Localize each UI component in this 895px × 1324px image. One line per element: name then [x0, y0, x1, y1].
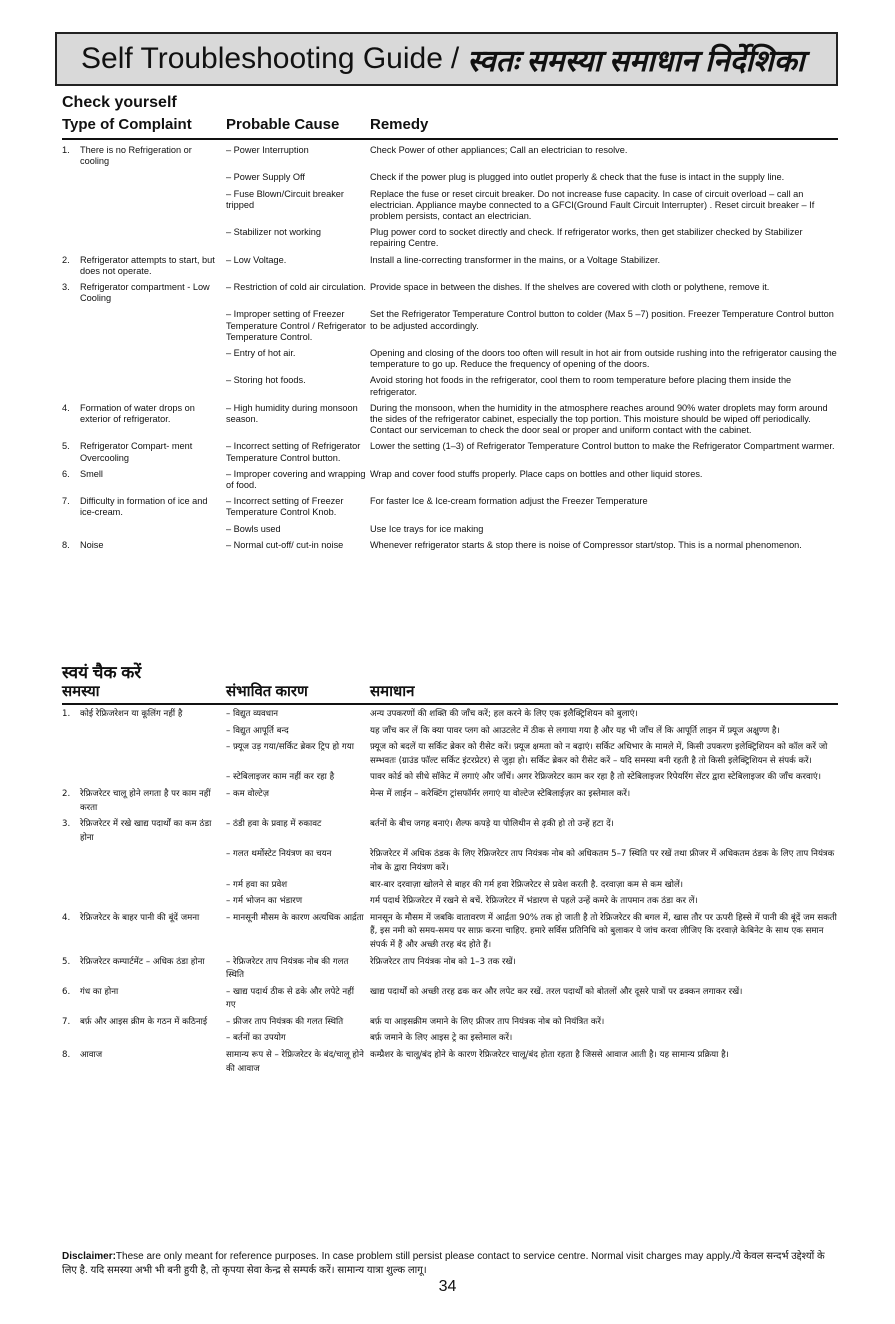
complaint-cell [80, 848, 226, 875]
remedy-cell: बर्तनों के बीच जगह बनाएं। शैल्फ कपड़े या पोलिथीन से ढ़की हो तो उन्हें हटा दें। [370, 819, 614, 830]
complaint-cell: बर्फ़ और आइस क्रीम के गठन में कठिनाई [80, 1016, 208, 1027]
table-row [62, 496, 838, 518]
disclaimer [62, 1250, 840, 1278]
remedy-cell: Check Power of other appliances; Call an electrician to resolve. [370, 145, 628, 155]
cause-cell: – Storing hot foods. [226, 375, 306, 386]
complaint-cell [80, 741, 226, 768]
complaint-cell [80, 309, 226, 343]
table-row [62, 348, 838, 370]
cause-cell: – Restriction of cold air circulation. [226, 282, 366, 293]
complaint-cell: आवाज [80, 1050, 103, 1061]
complaint-cell [80, 879, 226, 893]
row-number: 4. [62, 912, 71, 923]
page-number: 34 [438, 1278, 457, 1295]
cause-cell: – Improper covering and wrapping of food. [226, 468, 366, 491]
row-number: 2. [62, 788, 71, 799]
cause-cell: – गर्म हवा का प्रवेश [226, 879, 288, 890]
complaint-cell: रेफ्रिजरेटर चालू होने लगता है पर काम नहीं करता [80, 788, 211, 813]
remedy-cell: Use Ice trays for ice making [370, 523, 484, 534]
hindi-check-heading: स्वयं चैक करें [62, 663, 142, 682]
table-row [62, 469, 838, 491]
row-number: 7. [62, 496, 70, 507]
row-number [62, 524, 80, 535]
row-number [62, 771, 80, 785]
complaint-cell: रेफ्रिजरेटर कम्पार्टमेंट – अधिक ठंडा होना [80, 956, 205, 967]
cause-cell: – Entry of hot air. [226, 348, 296, 359]
complaint-cell: Formation of water drops on exterior of refrigerator. [80, 402, 195, 425]
remedy-cell: मेन्स में लाईन – करेक्टिंग ट्रांसफॉर्मर लगाएं या वोल्टेज स्टेबिलाईज़र का इस्तेमाल करें। [370, 788, 631, 799]
cause-cell: – रेफ्रिजरेटर ताप नियंत्रक नोब की गलत स्थिति [226, 956, 349, 981]
header-hi-remedy: समाधान [370, 683, 415, 700]
complaint-cell [80, 375, 226, 397]
cause-cell: – High humidity during monsoon season. [226, 402, 358, 425]
cause-cell: – फ्रीजर ताप नियंत्रक की गलत स्थिति [226, 1016, 344, 1027]
complaint-cell: There is no Refrigeration or cooling [80, 145, 192, 167]
cause-cell: – Improper setting of Freezer Temperature Control / Refrigerator Temperature Control. [226, 309, 366, 342]
complaint-cell: Difficulty in formation of ice and ice-cream. [80, 496, 208, 518]
row-number: 8. [62, 539, 70, 550]
remedy-cell: फ़्यूज को बदलें या सर्किट ब्रेकर को रीसेट करें। फ़्यूज क्षमता को न बढ़ाएं। सर्किट अधिभार के मामले में, किसी उपकरण इलेक्ट्रिशियन को कॉल करें जो सम्भवतः (ग्राउंड फॉल्ट सर्किट इंटरप्रेटर) से जुड़ा हो। सर्किट ब्रेकर को रीसेट करें – यदि समस्या बनी रहती है तो किसी इलेक्ट्रिशियन से संपर्क करें। [370, 742, 828, 766]
remedy-cell: बर्फ़ या आइसक्रीम जमाने के लिए फ्रीजर ताप नियंत्रक नोब को नियंत्रित करें। [370, 1016, 605, 1027]
table-row [62, 895, 838, 909]
remedy-cell: Provide space in between the dishes. If the shelves are covered with cloth or polythene, remove it. [370, 282, 770, 293]
row-number [62, 375, 80, 397]
table-row [62, 441, 838, 463]
table-row [62, 771, 838, 785]
complaint-cell: रेफ्रिजरेटर के बाहर पानी की बूंदें जमना [80, 912, 200, 923]
table-row [62, 524, 838, 535]
cause-cell: – Low Voltage. [226, 254, 287, 265]
cause-cell: – गर्म भोजन का भंडारण [226, 896, 303, 907]
row-number [62, 725, 80, 739]
complaint-cell: Noise [80, 539, 104, 550]
row-number: 1. [62, 145, 70, 155]
table-row [62, 145, 838, 167]
remedy-cell: रेफ्रिजरेटर ताप नियंत्रक नोब को 1–3 तक रखें। [370, 956, 516, 967]
remedy-cell: For faster Ice & Ice-cream formation adjust the Freezer Temperature [370, 496, 648, 507]
title-hindi: स्वतः समस्या समाधान निर्देशिका [467, 44, 805, 78]
row-number [62, 879, 80, 893]
remedy-cell: खाद्य पदार्थों को अच्छी तरह ढक कर और लपेट कर रखें. तरल पदार्थों को बोतलों और दूसरे पात्रों पर ढक्कन लगाकर रखें। [370, 986, 743, 997]
row-number: 3. [62, 819, 71, 830]
cause-cell: – खाद्य पदार्थ ठीक से ढके और लपेटे नहीं गए [226, 986, 354, 1011]
row-number: 8. [62, 1050, 71, 1061]
table-row [62, 879, 838, 893]
row-number: 2. [62, 254, 70, 265]
complaint-cell [80, 189, 226, 223]
complaint-cell: रेफ्रिजरेटर में रखे खाद्य पदार्थों का कम ठंडा होना [80, 819, 212, 843]
header-complaint: Type of Complaint [62, 116, 192, 133]
complaint-cell: गंध का होना [80, 986, 119, 997]
cause-cell: – विद्युत व्यवधान [226, 709, 279, 719]
row-number [62, 172, 80, 183]
english-table-header [62, 116, 838, 140]
disclaimer-label: Disclaimer: [62, 1251, 116, 1262]
remedy-cell: Check if the power plug is plugged into outlet properly & check that the fuse is intact in the supply line. [370, 172, 785, 183]
cause-cell: – विद्युत आपूर्ति बन्द [226, 725, 289, 736]
english-troubleshoot-table [62, 145, 838, 556]
complaint-cell: Refrigerator attempts to start, but does not operate. [80, 254, 215, 276]
complaint-cell [80, 348, 226, 370]
row-number: 4. [62, 402, 70, 413]
table-row [62, 227, 838, 249]
cause-cell: – मानसूनी मौसम के कारण अत्यधिक आर्द्रता [226, 912, 364, 923]
row-number [62, 741, 80, 768]
remedy-cell: Plug power cord to socket directly and check. If refrigerator works, then get stabilizer checked by Stabilizer repairing Centre. [370, 227, 803, 249]
row-number [62, 348, 80, 370]
remedy-cell: पावर कोर्ड को सीधे सॉकेट में लगाएं और जाँचें। अगर रेफ्रिजरेटर काम कर रहा है तो स्टेबिलाइजर रिपेयरिंग सेंटर द्वारा स्टेबिलाइजर की जाँच करवाएं। [370, 772, 821, 783]
cause-cell: – बर्तनों का उपयोग [226, 1033, 286, 1044]
header-hi-complaint: समस्या [62, 683, 100, 700]
row-number [62, 895, 80, 909]
complaint-cell: Refrigerator compartment - Low Cooling [80, 282, 210, 304]
row-number: 5. [62, 441, 70, 452]
remedy-cell: Whenever refrigerator starts & stop there is noise of Compressor start/stop. This is a normal phenomenon. [370, 539, 802, 550]
complaint-cell [80, 725, 226, 739]
complaint-cell [80, 771, 226, 785]
row-number: 5. [62, 956, 71, 967]
row-number [62, 227, 80, 249]
remedy-cell: यह जाँच कर लें कि क्या पावर प्लग को आउटलेट में ठीक से लगाया गया है और यह भी जाँच लें कि आपूर्ति लाइन में फ़्यूज अक्षुण्ण है। [370, 725, 780, 736]
cause-cell: – ठंडी हवा के प्रवाह में रुकावट [226, 819, 322, 830]
row-number: 6. [62, 986, 71, 997]
hindi-troubleshoot-table [62, 708, 838, 1079]
complaint-cell [80, 524, 226, 535]
row-number: 3. [62, 282, 70, 293]
remedy-cell: बार-बार दरवाज़ा खोलने से बाहर की गर्म हवा रेफ्रिजरेटर से प्रवेश करती है. दरवाज़ा कम से कम खोलें। [370, 879, 684, 890]
hindi-table-header [62, 681, 838, 705]
table-row [62, 956, 838, 983]
table-row [62, 1032, 838, 1046]
header-cause: Probable Cause [226, 116, 340, 133]
remedy-cell: Replace the fuse or reset circuit breaker. Do not increase fuse capacity. In case of circuit overload – call an electrician. Appliance maybe connected to a GFCI(Ground Fault Circuit Interrupter) . Reset circuit breaker – If problem persists, contact an electrician. [370, 188, 815, 222]
cause-cell: – फ़्यूज उड़ गया/सर्किट ब्रेकर ट्रिप हो गया [226, 742, 354, 753]
cause-cell: – Power Supply Off [226, 172, 305, 183]
table-row [62, 708, 838, 722]
table-row [62, 540, 838, 551]
remedy-cell: Install a line-correcting transformer in the mains, or a Voltage Stabilizer. [370, 254, 661, 265]
table-row [62, 848, 838, 875]
row-number [62, 309, 80, 343]
remedy-cell: Wrap and cover food stuffs properly. Place caps on bottles and other liquid stores. [370, 468, 703, 479]
remedy-cell: Avoid storing hot foods in the refrigerator, cool them to room temperature before placing them inside the refrigerator. [370, 375, 792, 397]
cause-cell: – Fuse Blown/Circuit breaker tripped [226, 188, 344, 210]
table-row [62, 788, 838, 815]
remedy-cell: कम्प्रैशर के चालू/बंद होने के कारण रेफ्रिजरेटर चालू/बंद होता रहता है जिससे आवाज आती है। यह सामान्य प्रक्रिया है। [370, 1050, 729, 1061]
complaint-cell [80, 895, 226, 909]
complaint-cell [80, 1032, 226, 1046]
row-number: 1. [62, 709, 71, 719]
title-english: Self Troubleshooting Guide [81, 42, 443, 75]
table-row [62, 375, 838, 397]
table-row [62, 1049, 838, 1076]
remedy-cell: Opening and closing of the doors too often will result in hot air from outside rushing into the refrigerator causing the temperature to go up. Reduce the frequency of opening of the doors. [370, 348, 837, 370]
cause-cell: – गलत थर्मोस्टेट नियंत्रण का चयन [226, 849, 332, 860]
guide-title-banner [55, 32, 838, 86]
cause-cell: – कम वोल्टेज़ [226, 788, 269, 799]
table-row [62, 172, 838, 183]
complaint-cell [80, 172, 226, 183]
complaint-cell: Refrigerator Compart- ment Overcooling [80, 441, 193, 463]
row-number [62, 848, 80, 875]
row-number [62, 1032, 80, 1046]
table-row [62, 309, 838, 343]
row-number [62, 189, 80, 223]
cause-cell: – Bowls used [226, 523, 281, 534]
cause-cell: – स्टेबिलाइजर काम नहीं कर रहा है [226, 772, 335, 783]
header-remedy: Remedy [370, 116, 429, 133]
disclaimer-text: These are only meant for reference purposes. In case problem still persist please contact to service centre. Normal visit charges may apply./ये केवल सन्दर्भ उद्देश्यों के लिए है. यदि समस्या अभी भी बनी हुयी है, तो कृपया सेवा केन्द्र से सम्पर्क करें। सामान्य यात्रा शुल्क लागू। [62, 1251, 825, 1276]
cause-cell: – Normal cut-off/ cut-in noise [226, 539, 344, 550]
table-row [62, 818, 838, 845]
complaint-cell [80, 227, 226, 249]
table-row [62, 741, 838, 768]
table-row [62, 282, 838, 304]
cause-cell: – Incorrect setting of Refrigerator Temperature Control button. [226, 441, 361, 463]
table-row [62, 255, 838, 277]
table-row [62, 986, 838, 1013]
table-row [62, 1016, 838, 1030]
cause-cell: सामान्य रूप से – रेफ्रिजरेटर के बंद/चालू होने की आवाज [226, 1050, 364, 1074]
row-number: 6. [62, 468, 70, 479]
header-hi-cause: संभावित कारण [226, 683, 308, 700]
remedy-cell: रेफ्रिजरेटर में अधिक ठंडक के लिए रेफ्रिजरेटर ताप नियंत्रक नोब को अधिकतम 5–7 स्थिति पर रखें तथा फ्रीजर में अधिकतम ठंडक के लिए ताप नियंत्रक नोब के द्वारा नियंत्रण करें। [370, 849, 835, 873]
table-row [62, 725, 838, 739]
table-row [62, 403, 838, 437]
remedy-cell: मानसून के मौसम में जबकि वातावरण में आर्द्रता 90% तक हो जाती है तो रेफ्रिजरेटर की बगल में, खास तौर पर ऊपरी हिस्से में पानी की बूंदें जम सकती हैं, इस नमी को समय-समय पर साफ़ करना चाहिए. हमारे सर्विस प्रतिनिधि को बुलाकर ये जांच करवा लीजिए कि दरवाज़े केबिनेट के साथ एक समान संपर्क में हैं और अच्छी तरह बंद होते हैं। [370, 912, 837, 950]
remedy-cell: During the monsoon, when the humidity in the atmosphere reaches around 90% water droplets may form around the sides of the refrigerator cabinet, especially the top portion. This moisture should be wiped off periodically. Contact our serviceman to check the door seal or proper and uniform contact with the cabinet. [370, 402, 828, 436]
cause-cell: – Power Interruption [226, 145, 309, 155]
check-yourself-heading: Check yourself [62, 94, 177, 111]
remedy-cell: गर्म पदार्थ रेफ्रिजरेटर में रखने से बचें. रेफ्रिजरेटर में भंडारण से पहले उन्हें कमरे के तापमान तक ठंडा कर लें। [370, 896, 698, 907]
row-number: 7. [62, 1016, 71, 1027]
remedy-cell: बर्फ़ जमाने के लिए आइस ट्रे का इस्तेमाल करें। [370, 1033, 513, 1044]
complaint-cell: Smell [80, 468, 103, 479]
cause-cell: – Stabilizer not working [226, 227, 321, 238]
remedy-cell: Lower the setting (1–3) of Refrigerator Temperature Control button to make the Refrigerator Compartment warmer. [370, 441, 835, 452]
remedy-cell: Set the Refrigerator Temperature Control button to colder (Max 5 –7) position. Freezer Temperature Control button to be adjusted accordingly. [370, 309, 834, 331]
title-separator: / [450, 42, 460, 75]
table-row [62, 189, 838, 223]
remedy-cell: अन्य उपकरणों की शक्ति की जाँच करें; हल करने के लिए एक इलैक्ट्रिशियन को बुलाएं। [370, 709, 638, 719]
complaint-cell: कोई रेफ्रिजरेशन या कूलिंग नहीं है [80, 709, 183, 719]
cause-cell: – Incorrect setting of Freezer Temperature Control Knob. [226, 496, 344, 518]
table-row [62, 912, 838, 953]
